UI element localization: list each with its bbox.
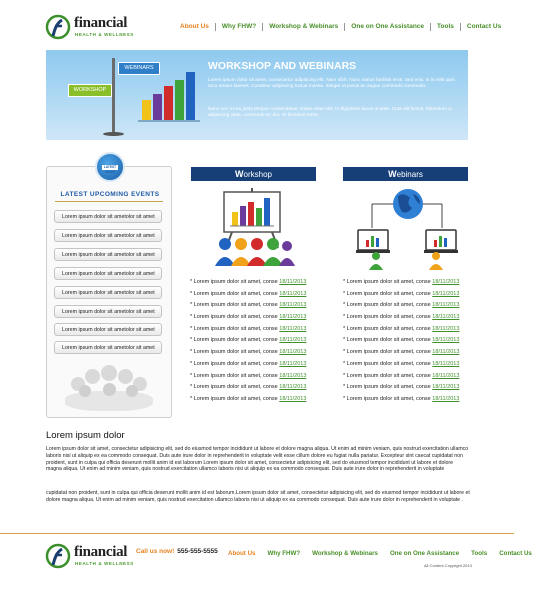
- webinars-row: [343, 359, 459, 371]
- bar-floor: [138, 120, 200, 122]
- workshop-row-date-link[interactable]: 18/11/2013: [279, 384, 307, 391]
- webinars-row-text: * Lorem ipsum dolor sit amet, conse: [343, 279, 431, 285]
- logo[interactable]: [46, 14, 146, 40]
- content-heading: Lorem ipsum dolor: [46, 430, 125, 441]
- call-us: [136, 548, 218, 555]
- webinars-title-rest: ebinars: [396, 170, 423, 179]
- workshop-row-text: * Lorem ipsum dolor sit amet, conse: [190, 349, 278, 356]
- events-sidebar: [46, 166, 172, 418]
- workshop-list: [190, 277, 306, 406]
- bar-red: [164, 86, 173, 120]
- webinars-row: [343, 371, 459, 383]
- sidebar-divider: [55, 201, 163, 202]
- workshop-row-text: * Lorem ipsum dolor sit amet, conse: [190, 279, 278, 285]
- hero-banner: [46, 50, 468, 140]
- nav-one-on-one[interactable]: One on One Assistance: [344, 23, 430, 31]
- workshop-row-text: * Lorem ipsum dolor sit amet, conse: [190, 372, 278, 379]
- header: [0, 0, 514, 46]
- banner-paragraph: Lorem ipsum dolor sit amet, consectetur adipiscing elit. Nam nibh. Nunc varius facilisis eros. Sed erat. In in velit quis arcu ornare laoreet. Curabitur adipiscing luctus massa. Integer ut purus ac augue commodo commodo.: [208, 78, 455, 90]
- call-label: Call us now!: [136, 548, 175, 555]
- nav-tools[interactable]: Tools: [430, 23, 460, 31]
- webinars-row-date-link[interactable]: 18/11/2013: [432, 360, 460, 367]
- footer-divider: [0, 533, 514, 534]
- webinars-row: [343, 300, 459, 312]
- brand-name: financial: [74, 15, 128, 31]
- webinars-row-date-link[interactable]: 18/11/2013: [432, 290, 460, 297]
- workshop-title-rest: orkshop: [243, 170, 272, 179]
- copyright: All Content Copyright 2013: [424, 563, 472, 568]
- workshop-row: [190, 347, 306, 359]
- workshop-row: [190, 312, 306, 324]
- workshop-row-date-link[interactable]: 18/11/2013: [279, 325, 307, 332]
- workshop-row: [190, 277, 306, 289]
- event-item[interactable]: Lorem ipsum dolor sit ametolor sit amet: [54, 341, 162, 354]
- content-paragraph: cupidatat non proident, sunt in culpa qui officia deserunt mollit anim id est laborum.Lorem ipsum dolor sit amet, consectetur adipisicing elit, sed do eiusmod tempor incididunt ut labore et dolore magna aliqua. Ut enim ad minim veniam, quis nostrud exercitation ullamco laboris nisi ut aliquip ex ea commodo consequat. Duis aute irure dolor in reprehenderit in voluptate .: [46, 490, 470, 503]
- webinars-row-date-link[interactable]: 18/11/2013: [432, 302, 460, 309]
- webinars-row: [343, 312, 459, 324]
- banner-paragraph: Nunc nec mi eu justo tempor consectetuer. Etiam vitae nisl. In dignissim lacus ut ante. Cras elit lectus, bibendum a, adipiscing vitae, commodo et, dui. Ut tincidunt tortor.: [208, 107, 453, 119]
- content-paragraph: Lorem ipsum dolor sit amet, consectetur adipisicing elit, sed do eiusmod tempor incididunt ut labore et dolore magna aliqua. Ut enim ad minim veniam, quis nostrud exercitation ullamco laboris nisi ut aliquip ex ea commodo consequat. Duis aute irure dolor in reprehenderit in voluptate velit esse cillum dolore eu fugiat nulla pariatur. Excepteur sint caecat cupidatat non proident, sunt in culpa qui officia deserunt mollit anim id est laborum Lorem ipsum dolor sit amet, consectetur adipisicing elit, sed do eiusmod tempor incididunt ut labore et dolore magna aliqua. Ut enim ad minim veniam, quis nostrud exercitation ullamco laboris nisi ut aliquip ex ea commodo consequat. Duis aute irure dolor in reprehenderit in voluptate: [46, 446, 469, 473]
- nav-about-us[interactable]: About Us: [180, 23, 209, 30]
- workshop-row-date-link[interactable]: 18/11/2013: [279, 290, 307, 297]
- webinars-row: [343, 289, 459, 301]
- signpost-base: [103, 132, 124, 136]
- webinars-row-date-link[interactable]: 18/11/2013: [432, 395, 460, 402]
- workshop-row: [190, 300, 306, 312]
- bar-purple: [153, 94, 162, 120]
- webinars-row-text: * Lorem ipsum dolor sit amet, conse: [343, 349, 431, 356]
- event-item[interactable]: Lorem ipsum dolor sit ametolor sit amet: [54, 210, 162, 223]
- latest-news-badge: [95, 152, 125, 182]
- workshop-row: [190, 289, 306, 301]
- event-item[interactable]: Lorem ipsum dolor sit ametolor sit amet: [54, 267, 162, 280]
- phone-number[interactable]: 555-555-5555: [177, 548, 218, 555]
- workshop-row: [190, 335, 306, 347]
- brand-tagline: HEALTH & WELLNESS: [75, 32, 134, 37]
- event-item[interactable]: Lorem ipsum dolor sit ametolor sit amet: [54, 305, 162, 318]
- workshop-row-text: * Lorem ipsum dolor sit amet, conse: [190, 314, 278, 321]
- footer-nav-workshop-webinars[interactable]: Workshop & Webinars: [312, 550, 378, 557]
- footer-logo[interactable]: [46, 543, 146, 569]
- workshop-row-text: * Lorem ipsum dolor sit amet, conse: [190, 290, 278, 297]
- banner-title: WORKSHOP AND WEBINARS: [208, 60, 357, 72]
- footer-nav-why-fhw[interactable]: Why FHW?: [267, 550, 301, 557]
- workshop-row-text: * Lorem ipsum dolor sit amet, conse: [190, 302, 278, 309]
- workshop-row: [190, 324, 306, 336]
- webinars-row-text: * Lorem ipsum dolor sit amet, conse: [343, 325, 431, 332]
- workshop-row-text: * Lorem ipsum dolor sit amet, conse: [190, 337, 278, 344]
- webinars-list: [343, 277, 459, 406]
- sign-webinars: WEBINARS: [118, 62, 160, 75]
- workshop-row: [190, 371, 306, 383]
- footer-nav-contact-us[interactable]: Contact Us: [499, 550, 532, 557]
- webinars-row-date-link[interactable]: 18/11/2013: [432, 384, 460, 391]
- event-item[interactable]: Lorem ipsum dolor sit ametolor sit amet: [54, 248, 162, 261]
- footer-nav-tools[interactable]: Tools: [471, 550, 488, 557]
- footer-nav: [222, 550, 538, 557]
- sign-workshop: WORKSHOP: [68, 84, 112, 97]
- webinars-row-date-link[interactable]: 18/11/2013: [432, 314, 460, 321]
- workshop-row-date-link[interactable]: 18/11/2013: [279, 349, 307, 356]
- workshop-row-date-link[interactable]: 18/11/2013: [279, 302, 307, 309]
- workshop-row: [190, 394, 306, 406]
- workshop-row-text: * Lorem ipsum dolor sit amet, conse: [190, 325, 278, 332]
- webinars-row: [343, 324, 459, 336]
- workshop-row-date-link[interactable]: 18/11/2013: [279, 395, 307, 402]
- webinars-row-text: * Lorem ipsum dolor sit amet, conse: [343, 290, 431, 297]
- bar-graphic-icon: [142, 70, 198, 120]
- webinars-row-text: * Lorem ipsum dolor sit amet, conse: [343, 395, 431, 402]
- webinars-row-date-link[interactable]: 18/11/2013: [432, 349, 460, 356]
- latest-news-label: LATEST NEWS: [103, 165, 117, 174]
- webinars-row-date-link[interactable]: 18/11/2013: [432, 372, 460, 379]
- nav-contact-us[interactable]: Contact Us: [460, 23, 507, 31]
- event-item[interactable]: Lorem ipsum dolor sit ametolor sit amet: [54, 229, 162, 242]
- workshop-row-date-link[interactable]: 18/11/2013: [279, 279, 307, 285]
- signpost-pole: [112, 58, 115, 134]
- workshop-row-text: * Lorem ipsum dolor sit amet, conse: [190, 395, 278, 402]
- webinars-title-cap: W: [388, 169, 397, 179]
- globe-laptops-icon: [358, 184, 458, 272]
- bar-blue: [186, 72, 195, 120]
- event-item[interactable]: Lorem ipsum dolor sit ametolor sit amet: [54, 323, 162, 336]
- bar-yellow: [142, 100, 151, 120]
- webinars-row: [343, 394, 459, 406]
- workshop-row-date-link[interactable]: 18/11/2013: [279, 337, 307, 344]
- webinars-row-text: * Lorem ipsum dolor sit amet, conse: [343, 384, 431, 391]
- webinars-row-date-link[interactable]: 18/11/2013: [432, 325, 460, 332]
- workshop-row: [190, 382, 306, 394]
- workshop-title-cap: W: [235, 169, 244, 179]
- workshop-row-date-link[interactable]: 18/11/2013: [279, 314, 307, 321]
- webinars-row-text: * Lorem ipsum dolor sit amet, conse: [343, 302, 431, 309]
- sidebar-title: LATEST UPCOMING EVENTS: [60, 191, 160, 198]
- event-item[interactable]: Lorem ipsum dolor sit ametolor sit amet: [54, 286, 162, 299]
- main-nav: [174, 23, 507, 31]
- easel-chart-icon: [212, 188, 297, 270]
- bar-green: [175, 80, 184, 120]
- webinars-row: [343, 347, 459, 359]
- webinars-row-date-link[interactable]: 18/11/2013: [432, 279, 460, 285]
- nav-workshop-webinars[interactable]: Workshop & Webinars: [262, 23, 344, 31]
- workshop-row: [190, 359, 306, 371]
- webinars-row-date-link[interactable]: 18/11/2013: [432, 337, 460, 344]
- webinars-row: [343, 382, 459, 394]
- webinars-row-text: * Lorem ipsum dolor sit amet, conse: [343, 337, 431, 344]
- webinars-row: [343, 335, 459, 347]
- webinars-row-text: * Lorem ipsum dolor sit amet, conse: [343, 372, 431, 379]
- logo-mark-icon: [46, 14, 70, 40]
- logo-mark-icon: [46, 543, 70, 569]
- footer-nav-about-us[interactable]: About Us: [228, 550, 256, 557]
- footer-nav-one-on-one[interactable]: One on One Assistance: [389, 550, 460, 557]
- brand-name: financial: [74, 544, 128, 560]
- brand-tagline: HEALTH & WELLNESS: [75, 561, 134, 566]
- webinars-header[interactable]: [343, 167, 468, 181]
- people-crowd-icon: [63, 363, 155, 413]
- webinars-row: [343, 277, 459, 289]
- nav-why-fhw[interactable]: Why FHW?: [215, 23, 262, 31]
- workshop-header[interactable]: [191, 167, 316, 181]
- workshop-row-text: * Lorem ipsum dolor sit amet, conse: [190, 360, 278, 367]
- workshop-row-text: * Lorem ipsum dolor sit amet, conse: [190, 384, 278, 391]
- webinars-row-text: * Lorem ipsum dolor sit amet, conse: [343, 360, 431, 367]
- workshop-row-date-link[interactable]: 18/11/2013: [279, 372, 307, 379]
- webinars-row-text: * Lorem ipsum dolor sit amet, conse: [343, 314, 431, 321]
- workshop-row-date-link[interactable]: 18/11/2013: [279, 360, 307, 367]
